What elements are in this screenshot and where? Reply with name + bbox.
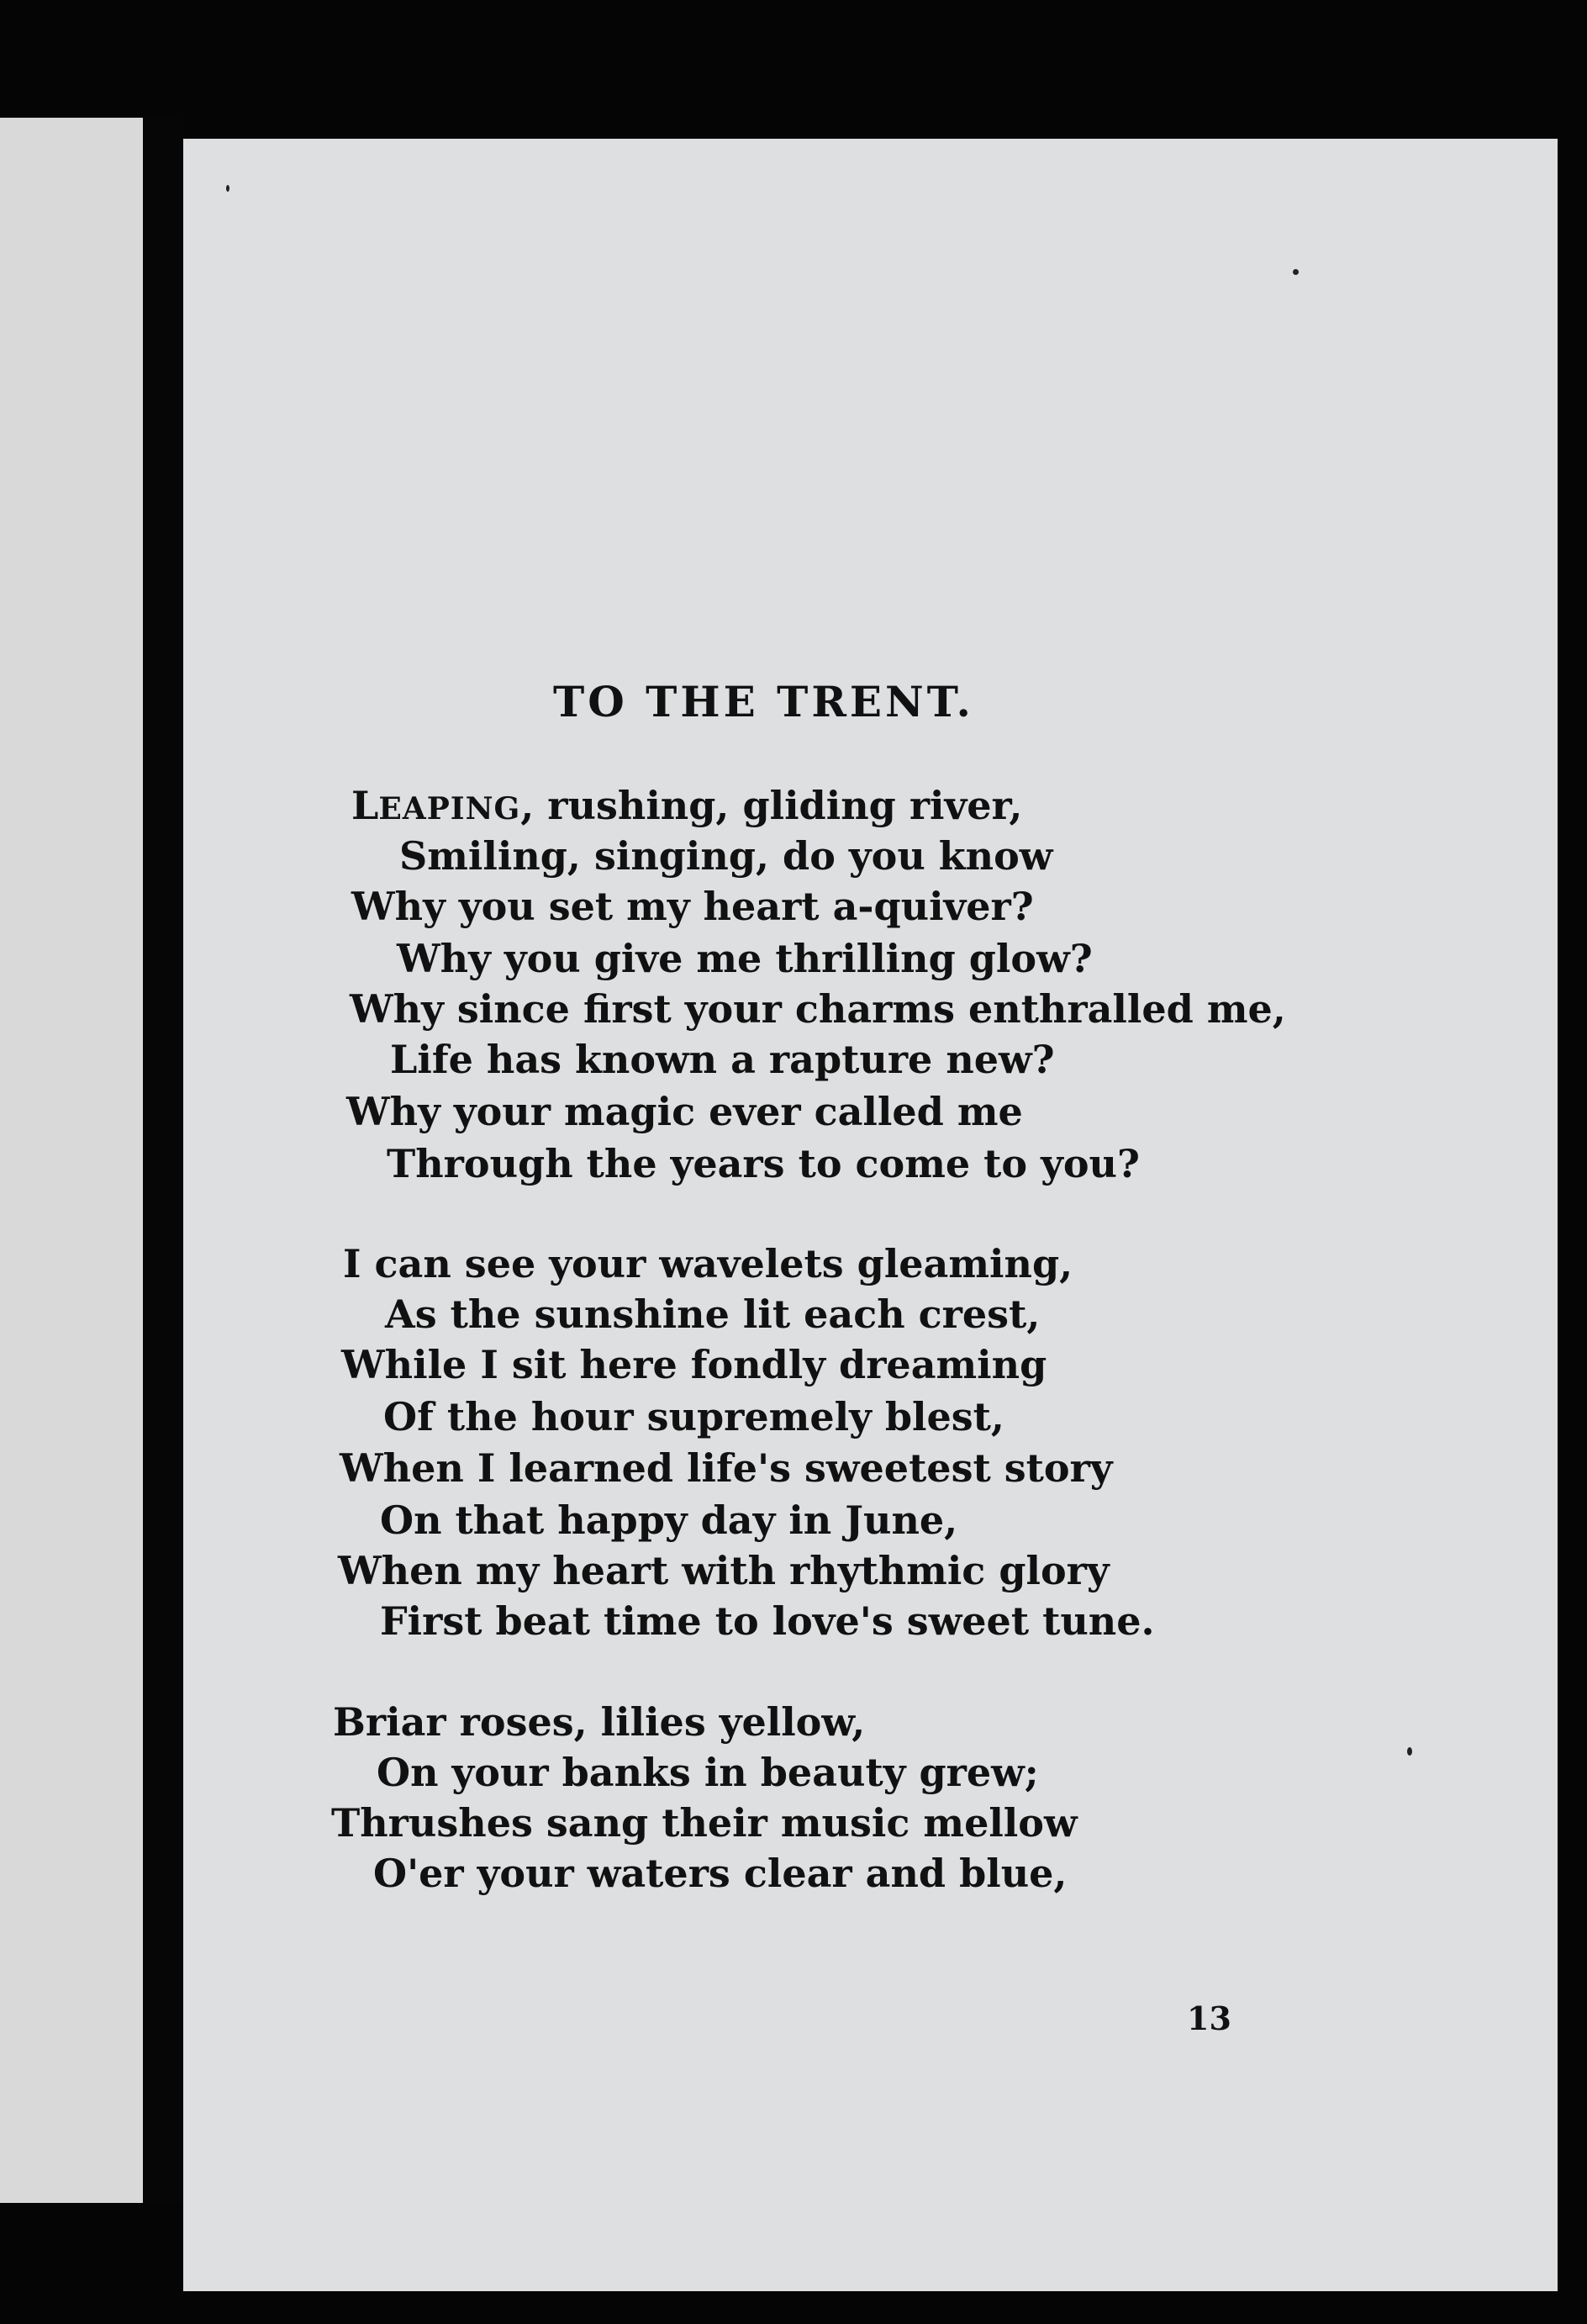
poem-line: While I sit here fondly dreaming [341, 1342, 1047, 1387]
binding-gap [143, 118, 183, 2203]
poem-title: TO THE TRENT. [553, 677, 974, 726]
poem-line: Life has known a rapture new? [390, 1037, 1055, 1082]
poem-line: Through the years to come to you? [387, 1141, 1140, 1186]
poem-line: Briar roses, lilies yellow, [333, 1699, 866, 1745]
dust-speck [226, 185, 229, 192]
poem-line: O'er your waters clear and blue, [373, 1851, 1068, 1896]
poem-line: First beat time to love's sweet tune. [380, 1598, 1155, 1644]
first-line-text: , rushing, gliding river, [520, 783, 1023, 828]
poem-line: Smiling, singing, do you know [399, 833, 1053, 879]
poem-line: Why you give me thrilling glow? [397, 936, 1093, 981]
poem-line: As the sunshine lit each crest, [385, 1291, 1041, 1337]
poem-line: Why your magic ever called me [346, 1089, 1023, 1134]
small-caps-word: EAPING [378, 791, 521, 827]
dust-speck [1293, 269, 1299, 275]
poem-line: When I learned life's sweetest story [340, 1445, 1113, 1491]
drop-cap: L [351, 783, 379, 828]
poem [183, 139, 1558, 2291]
poem-line: On that happy day in June, [380, 1497, 958, 1543]
facing-page-edge [0, 118, 143, 2203]
poem-line: On your banks in beauty grew; [377, 1750, 1039, 1795]
poem-line: I can see your wavelets gleaming, [343, 1241, 1073, 1286]
poem-line: Why since first your charms enthralled me, [350, 986, 1286, 1032]
poem-line: Why you set my heart a-quiver? [351, 884, 1034, 929]
book-page [183, 139, 1558, 2291]
poem-line: When my heart with rhythmic glory [338, 1548, 1110, 1593]
poem-line: Thrushes sang their music mellow [331, 1800, 1078, 1846]
poem-line: Of the hour supremely blest, [383, 1394, 1004, 1439]
dust-speck [1407, 1747, 1412, 1756]
page-number: 13 [1187, 1999, 1231, 2037]
poem-line [351, 783, 1023, 828]
